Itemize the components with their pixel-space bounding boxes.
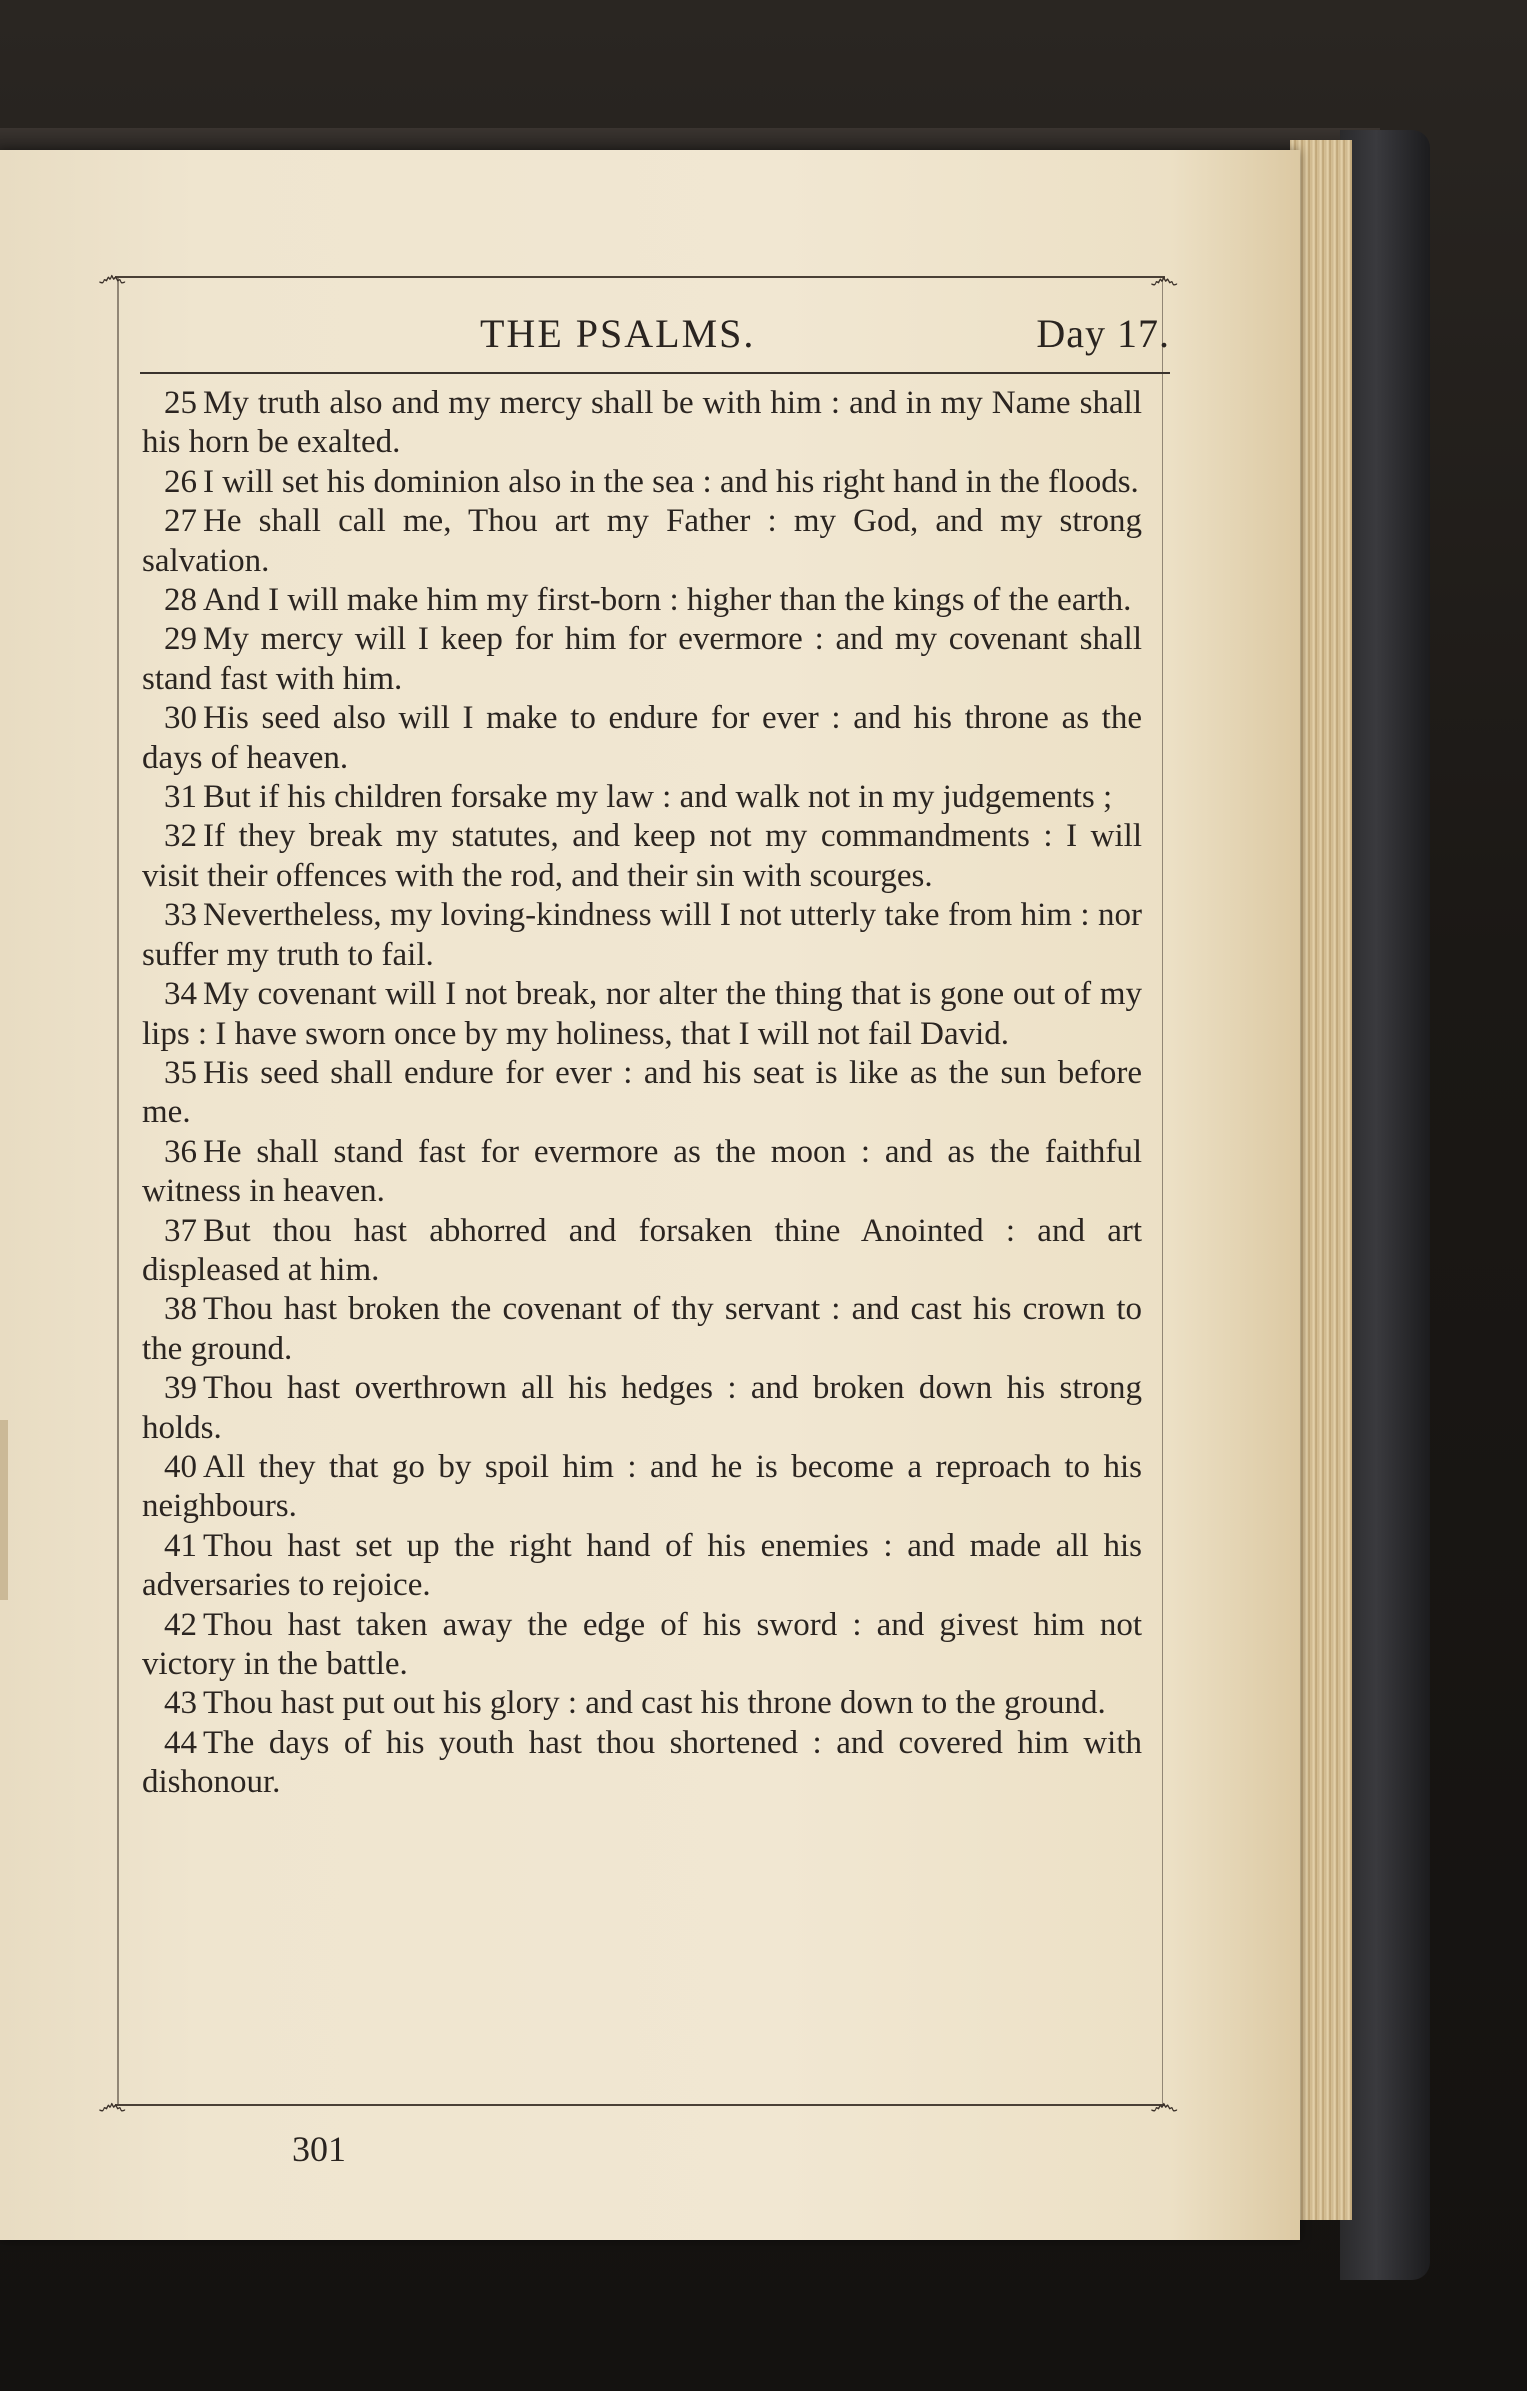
verse-text: I will set his dominion also in the sea : and his right hand in the floods. (203, 463, 1139, 500)
corner-ornament-bottom-right: ෴ (1150, 2087, 1179, 2122)
verse (142, 1369, 1142, 1448)
verse-number: 26 (164, 463, 197, 500)
corner-ornament-top-left: ෴ (98, 259, 127, 294)
page-number: 301 (292, 2129, 346, 2169)
verse (142, 975, 1142, 1054)
verse-text: Thou hast overthrown all his hedges : and broken down his strong holds. (142, 1370, 1142, 1446)
corner-ornament-bottom-left: ෴ (98, 2087, 127, 2122)
verse-number: 35 (164, 1054, 197, 1091)
verse-number: 30 (164, 700, 197, 737)
corner-ornament-top-right: ෴ (1150, 261, 1179, 296)
verse-number: 37 (164, 1212, 197, 1249)
verse-number: 29 (164, 621, 197, 658)
verse-text: He shall call me, Thou art my Father : my God, and my strong salvation. (142, 503, 1142, 579)
verse (142, 502, 1142, 581)
psalm-text (142, 384, 1142, 1803)
verse-number: 42 (164, 1606, 197, 1643)
verse-number: 33 (164, 897, 197, 934)
verse-number: 40 (164, 1448, 197, 1485)
verse (142, 581, 1142, 620)
header-rule (140, 372, 1170, 374)
verse-text: My mercy will I keep for him for evermore : and my covenant shall stand fast with him. (142, 621, 1142, 697)
verse-text: Thou hast taken away the edge of his sword : and givest him not victory in the battle. (142, 1606, 1142, 1682)
verse (142, 896, 1142, 975)
verse (142, 384, 1142, 463)
verse (142, 463, 1142, 502)
verse-text: My covenant will I not break, nor alter the thing that is gone out of my lips : I have sworn once by my holiness, that I will not fail David. (142, 976, 1142, 1052)
verse (142, 699, 1142, 778)
running-title: THE PSALMS. (480, 311, 756, 356)
verse (142, 1290, 1142, 1369)
verse-number: 32 (164, 818, 197, 855)
verse-text: But if his children forsake my law : and walk not in my judgements ; (203, 779, 1113, 816)
bottom-border-rule (115, 2104, 1165, 2106)
verse-number: 34 (164, 976, 197, 1013)
verse-text: But thou hast abhorred and forsaken thine Anointed : and art displeased at him. (142, 1212, 1142, 1288)
verse-number: 38 (164, 1291, 197, 1328)
verse-text: My truth also and my mercy shall be with him : and in my Name shall his horn be exalted. (142, 385, 1142, 461)
verse-text: And I will make him my first-born : higher than the kings of the earth. (203, 582, 1132, 619)
verse (142, 1684, 1142, 1723)
day-label: Day 17. (1036, 311, 1170, 356)
verse-number: 43 (164, 1685, 197, 1722)
verse-number: 31 (164, 779, 197, 816)
book-cover-spine (1340, 130, 1430, 2280)
verse-text: He shall stand fast for evermore as the moon : and as the faithful witness in heaven. (142, 1133, 1142, 1210)
verse (142, 1527, 1142, 1606)
verse-text: His seed also will I make to endure for ever : and his throne as the days of heaven. (142, 700, 1142, 776)
verse (142, 1606, 1142, 1685)
verse (142, 620, 1142, 699)
verse-number: 25 (164, 385, 197, 421)
verse-number: 36 (164, 1133, 197, 1170)
verse-text: Thou hast set up the right hand of his enemies : and made all his adversaries to rejoice. (142, 1527, 1142, 1604)
verse-text: Thou hast put out his glory : and cast his throne down to the ground. (203, 1685, 1106, 1722)
verse-number: 41 (164, 1527, 197, 1564)
verse (142, 817, 1142, 896)
right-border-line (1162, 278, 1164, 2104)
verse-number: 44 (164, 1724, 197, 1761)
verse-text: The days of his youth hast thou shortened : and covered him with dishonour. (142, 1724, 1142, 1801)
verse (142, 1212, 1142, 1291)
verse-number: 28 (164, 582, 197, 619)
verse (142, 1133, 1142, 1212)
left-border-line (117, 278, 119, 2104)
top-border-rule (115, 276, 1165, 278)
verse-number: 27 (164, 503, 197, 540)
verse-number: 39 (164, 1370, 197, 1407)
verse-text: All they that go by spoil him : and he is become a reproach to his neighbours. (142, 1448, 1142, 1525)
page-tab-mark (0, 1420, 8, 1600)
verse-text: If they break my statutes, and keep not my commandments : I will visit their offences with the rod, and their sin with scourges. (142, 818, 1142, 894)
verse (142, 1054, 1142, 1133)
verse-text: Nevertheless, my loving-kindness will I not utterly take from him : nor suffer my truth to fail. (142, 897, 1142, 973)
verse (142, 1448, 1142, 1527)
verse (142, 778, 1142, 817)
verse-text: Thou hast broken the covenant of thy servant : and cast his crown to the ground. (142, 1291, 1142, 1367)
verse (142, 1724, 1142, 1803)
verse-text: His seed shall endure for ever : and his seat is like as the sun before me. (142, 1054, 1142, 1131)
page-header (140, 310, 1170, 368)
